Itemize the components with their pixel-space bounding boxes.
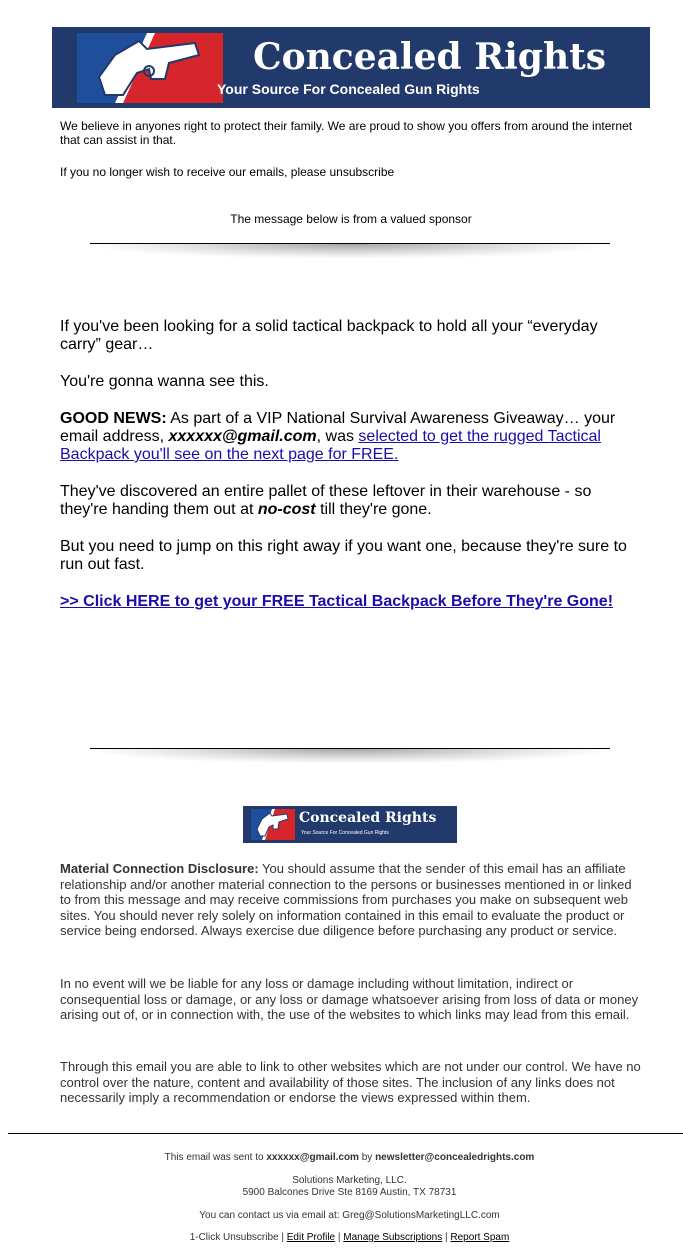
brand-tagline: Your Source For Concealed Gun Rights bbox=[217, 81, 480, 97]
footer-links bbox=[8, 1232, 683, 1243]
disclosure-paragraph-3: Through this email you are able to link to other websites which are not under our control. We have no control over the nature, content and availability of those sites. The inclusion of any links does not necessarily imply a recommendation or endorse the views expressed within them. bbox=[60, 1059, 641, 1106]
separator: | bbox=[278, 1232, 287, 1243]
unsubscribe-prefix: If you no longer wish to receive our emails, please bbox=[60, 165, 327, 179]
one-click-unsubscribe[interactable]: 1-Click Unsubscribe bbox=[189, 1232, 279, 1243]
message-paragraph-5: But you need to jump on this right away if you want one, because they're sure to run out fast. bbox=[60, 538, 627, 573]
disclosure-text-1: You should assume that the sender of this email has an affiliate relationship and/or another material connection to the persons or businesses mentioned in or linked to from this message and may receive commissions from purchases you make on subsequent web sites. You should never rely solely on information contained in this email to evaluate the product or service being endorsed. Always exercise due diligence before purchasing any product or service. bbox=[60, 861, 632, 939]
sent-prefix: This email was sent to bbox=[164, 1152, 267, 1163]
cta-link-wrapper bbox=[60, 593, 613, 611]
bottom-divider-shadow bbox=[100, 749, 600, 763]
separator: | bbox=[442, 1232, 451, 1243]
footer-logo bbox=[243, 806, 457, 843]
recipient-email: xxxxxx@gmail.com bbox=[168, 428, 317, 445]
message-paragraph-1: If you've been looking for a solid tactical backpack to hold all your “everyday carry” gear… bbox=[60, 318, 598, 353]
edit-profile-link[interactable]: Edit Profile bbox=[286, 1232, 336, 1243]
pistol-flag-logo-icon bbox=[77, 33, 223, 103]
message-paragraph-3 bbox=[60, 410, 630, 464]
cta-backpack-link[interactable]: >> Click HERE to get your FREE Tactical Backpack Before They're Gone! bbox=[60, 593, 614, 610]
pistol-flag-small-icon bbox=[251, 809, 295, 840]
header-banner bbox=[52, 27, 650, 108]
disclosure-paragraph-1 bbox=[60, 861, 642, 939]
unsubscribe-notice bbox=[60, 165, 394, 179]
disclosure-heading: Material Connection Disclosure: bbox=[60, 861, 259, 876]
footer-rule bbox=[8, 1133, 683, 1134]
sponsor-notice: The message below is from a valued sponsor bbox=[230, 212, 472, 226]
message-paragraph-4 bbox=[60, 483, 630, 519]
sent-to-line bbox=[8, 1152, 683, 1163]
company-address: 5900 Balcones Drive Ste 8169 Austin, TX 78731 bbox=[242, 1187, 457, 1198]
separator: | bbox=[335, 1232, 344, 1243]
sent-email: xxxxxx@gmail.com bbox=[266, 1152, 359, 1163]
report-spam-link[interactable]: Report Spam bbox=[450, 1232, 510, 1243]
manage-subscriptions-link[interactable]: Manage Subscriptions bbox=[343, 1232, 443, 1243]
footer-logo-title: Concealed Rights bbox=[299, 810, 437, 826]
company-name: Solutions Marketing, LLC. bbox=[292, 1175, 407, 1186]
sent-by: by bbox=[358, 1152, 376, 1163]
giveaway-text: As part of a VIP National Survival Awareness Giveaway… your email address, bbox=[60, 410, 616, 445]
pallet-text: They've discovered an entire pallet of these leftover in their warehouse - so they're handing them out at bbox=[60, 483, 592, 518]
contact-line: You can contact us via email at: Greg@SolutionsMarketingLLC.com bbox=[199, 1210, 500, 1221]
top-divider-shadow bbox=[100, 244, 600, 258]
till-gone-text: till they're gone. bbox=[315, 501, 432, 518]
footer-logo-tagline: Your Source For Concealed Gun Rights bbox=[301, 830, 389, 836]
good-news-label: GOOD NEWS: bbox=[60, 410, 167, 427]
no-cost-emphasis: no-cost bbox=[257, 501, 316, 518]
selected-backpack-link[interactable]: selected to get the rugged Tactical Backpack you'll see on the next page for FREE. bbox=[60, 428, 601, 463]
was-text: , was bbox=[316, 428, 359, 445]
sender-email: newsletter@concealedrights.com bbox=[375, 1152, 535, 1163]
intro-text: We believe in anyones right to protect their family. We are proud to show you offers from around the internet that can assist in that. bbox=[60, 119, 633, 147]
unsubscribe-link[interactable]: unsubscribe bbox=[329, 165, 395, 179]
message-paragraph-2: You're gonna wanna see this. bbox=[60, 373, 269, 390]
disclosure-paragraph-2: In no event will we be liable for any loss or damage including without limitation, indirect or consequential loss or damage, or any loss or damage whatsoever arising from loss of data or money arising out of, or in connection with, the use of the websites to which links may lead from this email. bbox=[60, 976, 639, 1023]
brand-title: Concealed Rights bbox=[252, 36, 607, 78]
